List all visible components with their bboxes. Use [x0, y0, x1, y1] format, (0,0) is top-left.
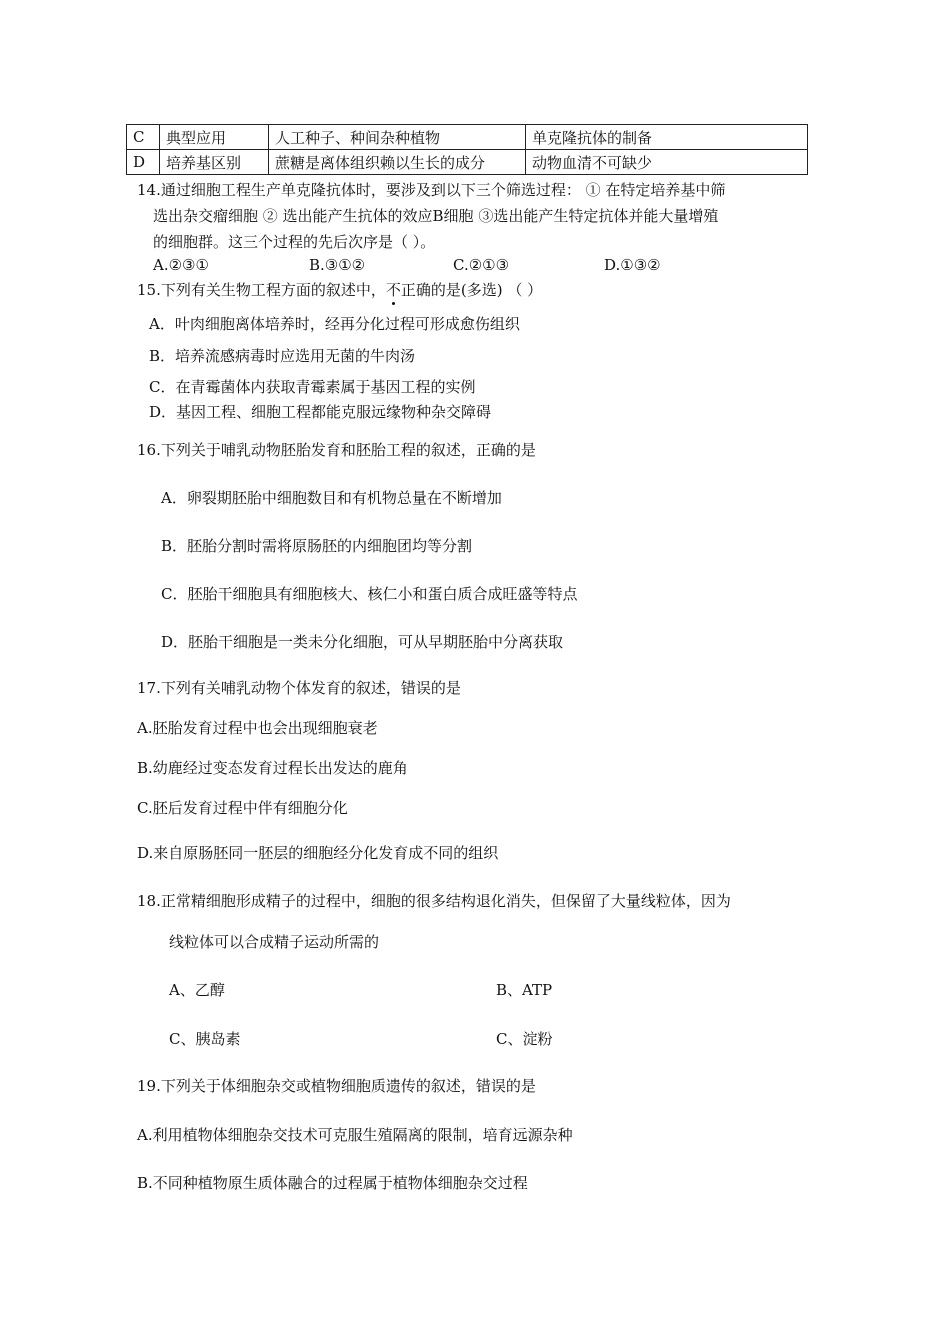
table-cell: 培养基区别: [160, 150, 269, 175]
q19-option-a: A.利用植物体细胞杂交技术可克服生殖隔离的限制，培育远源杂种: [137, 1126, 573, 1144]
q15-stem: [137, 279, 542, 300]
q14-option-b: B.③①②: [309, 256, 366, 274]
q17-stem: 17.下列有关哺乳动物个体发育的叙述，错误的是: [137, 679, 461, 697]
q18-option-b: B、ATP: [496, 981, 553, 999]
q17-option-b: B.幼鹿经过变态发育过程长出发达的鹿角: [137, 759, 408, 777]
q16-option-c: C．胚胎干细胞具有细胞核大、核仁小和蛋白质合成旺盛等特点: [161, 585, 578, 603]
table-cell: 单克隆抗体的制备: [526, 125, 808, 150]
q14-option-a: A.②③①: [153, 256, 209, 274]
q15-stem-emphasis: 不: [385, 281, 401, 299]
q19-stem: 19.下列关于体细胞杂交或植物细胞质遗传的叙述，错误的是: [137, 1077, 536, 1095]
q15-option-b: B．培养流感病毒时应选用无菌的牛肉汤: [149, 347, 416, 365]
q18-option-d: C、淀粉: [496, 1030, 553, 1048]
q15-stem-suffix: 正确的是(多选) （ ）: [400, 281, 543, 299]
q15-stem-prefix: 15.下列有关生物工程方面的叙述中，: [137, 281, 386, 299]
q15-option-a: A．叶肉细胞离体培养时，经再分化过程可形成愈伤组织: [149, 315, 520, 333]
table-row: [127, 150, 808, 175]
q17-option-c: C.胚后发育过程中伴有细胞分化: [137, 799, 348, 817]
q17-option-d: D.来自原肠胚同一胚层的细胞经分化发育成不同的组织: [137, 844, 499, 862]
q16-option-b: B．胚胎分割时需将原肠胚的内细胞团均等分割: [161, 537, 473, 555]
q14-option-d: D.①③②: [604, 256, 661, 274]
table-cell: 蔗糖是离体组织赖以生长的成分: [269, 150, 526, 175]
table-cell: D: [127, 150, 160, 175]
table-cell: 典型应用: [160, 125, 269, 150]
table-cell: 动物血清不可缺少: [526, 150, 808, 175]
q18-option-c: C、胰岛素: [169, 1030, 241, 1048]
q17-option-a: A.胚胎发育过程中也会出现细胞衰老: [137, 719, 378, 737]
q18-option-a: A、乙醇: [169, 981, 225, 999]
q16-option-a: A．卵裂期胚胎中细胞数目和有机物总量在不断增加: [161, 489, 502, 507]
q14-option-c: C.②①③: [453, 256, 510, 274]
q16-stem: 16.下列关于哺乳动物胚胎发育和胚胎工程的叙述，正确的是: [137, 441, 536, 459]
q14-stem-line2: 选出杂交瘤细胞 ② 选出能产生抗体的效应B细胞 ③选出能产生特定抗体并能大量增殖: [153, 207, 719, 225]
q14-stem-line1: 14.通过细胞工程生产单克隆抗体时，要涉及到以下三个筛选过程： ① 在特定培养基中筛: [137, 181, 726, 199]
q15-option-d: D．基因工程、细胞工程都能克服远缘物种杂交障碍: [149, 403, 492, 421]
table-cell: C: [127, 125, 160, 150]
table-cell: 人工种子、种间杂种植物: [269, 125, 526, 150]
q18-stem-line1: 18.正常精细胞形成精子的过程中，细胞的很多结构退化消失，但保留了大量线粒体，因为: [137, 892, 731, 910]
q18-stem-line2: 线粒体可以合成精子运动所需的: [169, 933, 380, 951]
q16-option-d: D．胚胎干细胞是一类未分化细胞，可从早期胚胎中分离获取: [161, 633, 564, 651]
table-row: [127, 125, 808, 150]
q15-option-c: C．在青霉菌体内获取青霉素属于基因工程的实例: [149, 378, 476, 396]
q14-stem-line3: 的细胞群。这三个过程的先后次序是（ ）。: [153, 233, 436, 251]
comparison-table: [126, 124, 808, 175]
q19-option-b: B.不同种植物原生质体融合的过程属于植物体细胞杂交过程: [137, 1174, 528, 1192]
